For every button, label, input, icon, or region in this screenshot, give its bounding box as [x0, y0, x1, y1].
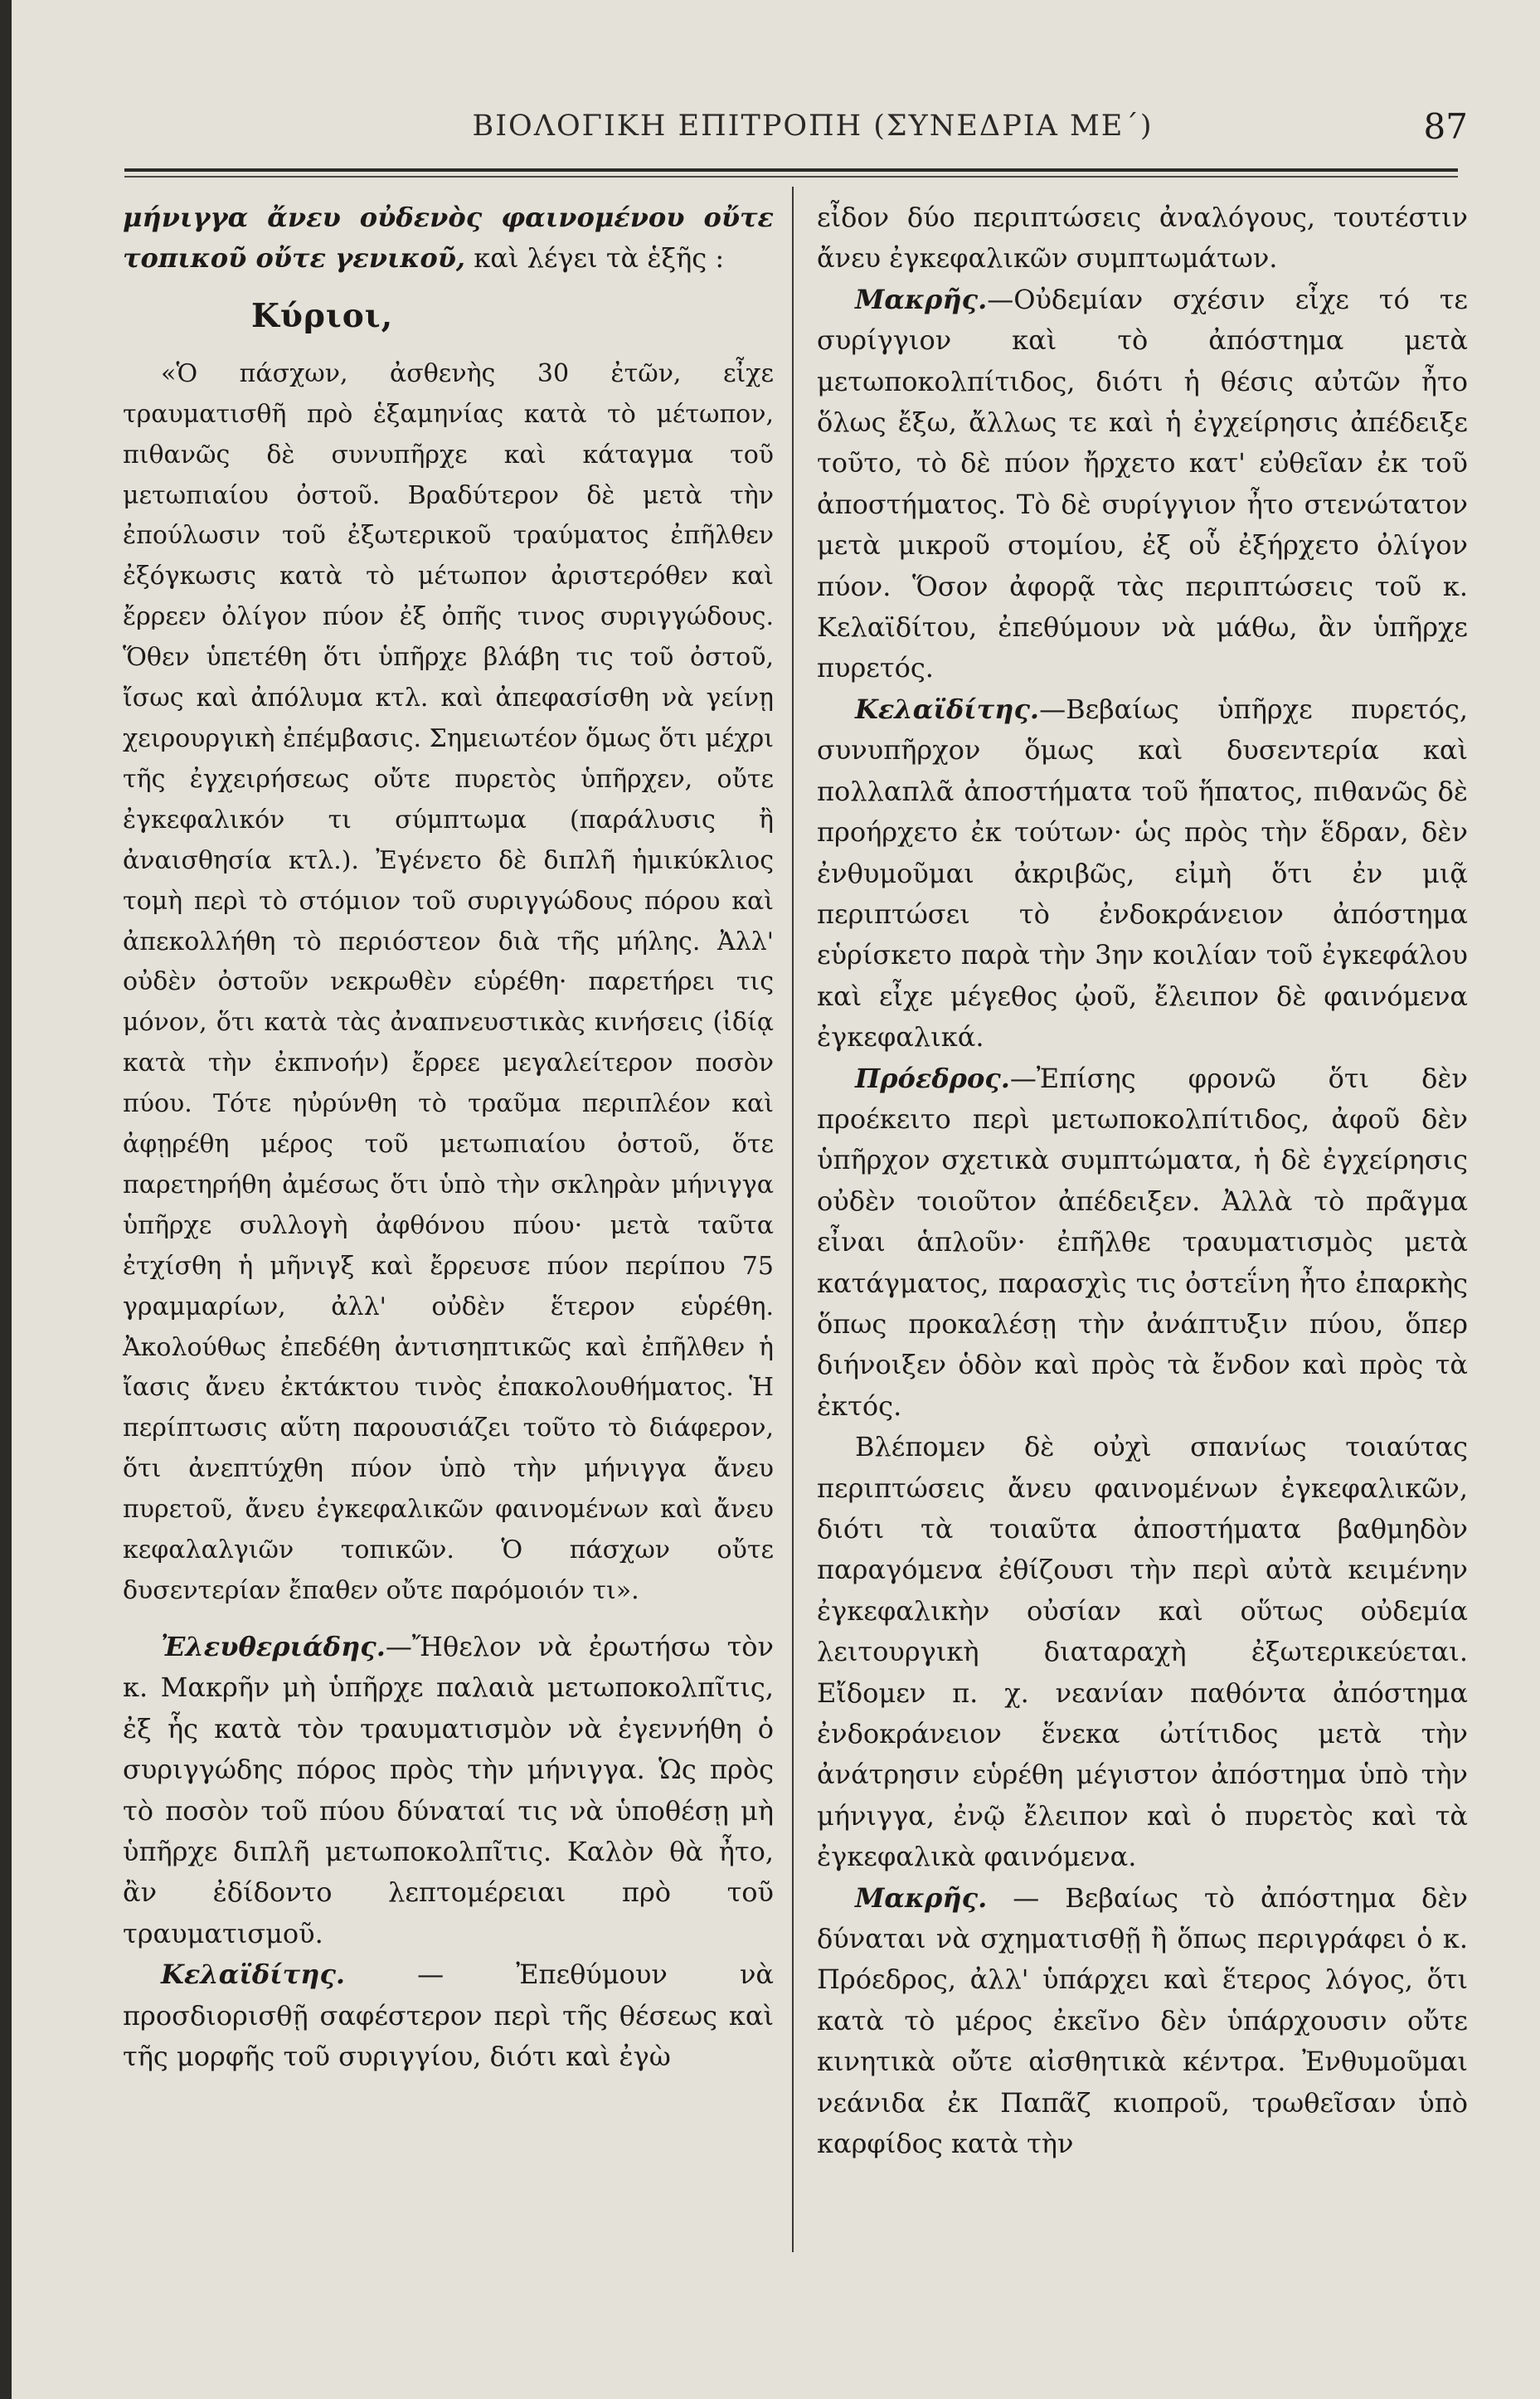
speech-text: —Ἐπίσης φρονῶ ὅτι δὲν προέκειτο περὶ μετωποκολπίτιδος, ἀφοῦ δὲν ὑπῆρχον σχετικὰ συμπτώματα, ἡ δὲ ἐγχείρησις οὐδὲν τοιοῦτον ἀπέδειξεν. Ἀλλὰ τὸ πρᾶγμα εἶναι ἁπλοῦν· ἐπῆλθε τραυματισμὸς μετὰ κατάγματος, παρασχὶς τις ὀστεΐνη ἦτο ἐπαρκὴς ὅπως προκαλέσῃ τὴν ἀνάπτυξιν πύου, ὅπερ διήνοιξεν ὁδὸν καὶ πρὸς τὰ ἔνδον καὶ πρὸς τὰ ἐκτός. — [817, 1062, 1468, 1422]
column-divider — [792, 187, 794, 2252]
intro-italic-text: μήνιγγα ἄνευ οὐδενὸς φαινομένου οὔτε τοπικοῦ οὔτε γενικοῦ, — [123, 202, 774, 275]
intro-rest-text: καὶ λέγει τὰ ἑξῆς : — [465, 242, 725, 275]
speech-eleftheriadis — [123, 1627, 774, 1954]
speech-president — [817, 1058, 1468, 1428]
left-column — [123, 197, 774, 2077]
speech-text: — Βεβαίως τὸ ἀπόστημα δὲν δύναται νὰ σχηματισθῇ ἢ ὅπως περιγράφει ὁ κ. Πρόεδρος, ἀλλ' ὑπάρχει καὶ ἕτερος λόγος, ὅτι κατὰ τὸ μέρος ἐκεῖνο δὲν ὑπάρχουσιν οὔτε κινητικὰ οὔτε αἰσθητικὰ κέντρα. Ἐνθυμοῦμαι νεάνιδα ἐκ Παπᾶζ κιοπροῦ, τρωθεῖσαν ὑπὸ καρφίδος κατὰ τὴν — [817, 1881, 1468, 2160]
continued-paragraph: εἶδον δύο περιπτώσεις ἀναλόγους, τουτέστιν ἄνευ ἐγκεφαλικῶν συμπτωμάτων. — [817, 202, 1468, 275]
speech-makris-reply — [817, 1878, 1468, 2165]
running-header: ΒΙΟΛΟΓΙΚΗ ΕΠΙΤΡΟΠΗ (ΣΥΝΕΔΡΙΑ ΜΕ΄) — [472, 109, 1154, 143]
page-number: 87 — [1423, 106, 1468, 147]
speech-kelaiditis — [123, 1954, 774, 2077]
speech-text: —Ἤθελον νὰ ἐρωτήσω τὸν κ. Μακρῆν μὴ ὑπῆρχε παλαιὰ μετωποκολπῖτις, ἐξ ἧς κατὰ τὸν τραυματισμὸν νὰ ἐγεννήθη ὁ συριγγώδης πόρος πρὸς τὴν μήνιγγα. Ὡς πρὸς τὸ ποσὸν τοῦ πύου δύναταί τις νὰ ὑποθέσῃ μὴ ὑπῆρχε διπλῆ μετωποκολπῖτις. Καλὸν θὰ ἦτο, ἂν ἐδίδοντο λεπτομέρειαι πρὸ τοῦ τραυματισμοῦ. — [123, 1630, 774, 1949]
speaker-name: Ἐλευθεριάδης. — [161, 1630, 386, 1662]
scan-edge-shadow — [0, 0, 12, 2399]
header-rule-thick — [124, 168, 1458, 172]
speech-president-continued: Βλέπομεν δὲ οὐχὶ σπανίως τοιαύτας περιπτώσεις ἄνευ φαινομένων ἐγκεφαλικῶν, διότι τὰ τοιαῦτα ἀποστήματα βαθμηδὸν παραγόμενα ἐθίζουσι τὴν περὶ αὐτὰ κειμένην ἐγκεφαλικὴν οὐσίαν καὶ οὕτως οὐδεμία λειτουργικὴ διαταραχὴ ἐξωτερικεύεται. Εἴδομεν π. χ. νεανίαν παθόντα ἀπόστημα ἐνδοκράνειον ἕνεκα ὠτίτιδος μετὰ τὴν ἀνάτρησιν εὑρέθη μέγιστον ἀπόστημα ὑπὸ τὴν μήνιγγα, ἐνῷ ἔλειπον καὶ ὁ πυρετὸς καὶ τὰ ἐγκεφαλικὰ φαινόμενα. — [817, 1431, 1468, 1873]
speaker-name: Μακρῆς. — [855, 1881, 988, 1914]
speech-text: —Οὐδεμίαν σχέσιν εἶχε τό τε συρίγγιον καὶ τὸ ἀπόστημα μετὰ μετωποκολπίτιδος, διότι ἡ θέσις αὐτῶν ἦτο ὅλως ἔξω, ἄλλως τε καὶ ἡ ἐγχείρησις ἀπέδειξε τοῦτο, τὸ δὲ πύον ἤρχετο κατ' εὐθεῖαν ἐκ τοῦ ἀποστήματος. Τὸ δὲ συρίγγιον ἦτο στενώτατον μετὰ μικροῦ στομίου, ἐξ οὗ ἐξήρχετο ὀλίγον πύον. Ὅσον ἀφορᾷ τὰς περιπτώσεις τοῦ κ. Κελαϊδίτου, ἐπεθύμουν νὰ μάθω, ἂν ὑπῆρχε πυρετός. — [817, 283, 1468, 684]
speech-makris — [817, 280, 1468, 689]
speaker-name: Μακρῆς. — [855, 283, 988, 315]
intro-paragraph — [123, 197, 774, 280]
greeting-heading: Κύριοι, — [251, 296, 394, 335]
speaker-name: Κελαϊδίτης. — [855, 693, 1040, 725]
speech-text: —Βεβαίως ὑπῆρχε πυρετός, συνυπῆρχον ὅμως καὶ δυσεντερία καὶ πολλαπλᾶ ἀποστήματα τοῦ ἥπατος, πιθανῶς δὲ προήρχετο ἐκ τούτων· ὡς πρὸς τὴν ἕδραν, δὲν ἐνθυμοῦμαι ἀκριβῶς, εἰμὴ ὅτι ἐν μιᾷ περιπτώσει τὸ ἐνδοκράνειον ἀπόστημα εὑρίσκετο παρὰ τὴν 3ην κοιλίαν τοῦ ἐγκεφάλου καὶ εἶχε μέγεθος ᾠοῦ, ἔλειπον δὲ φαινόμενα ἐγκεφαλικά. — [817, 693, 1468, 1054]
speaker-name: Κελαϊδίτης. — [161, 1959, 346, 1991]
right-column — [817, 197, 1468, 2165]
case-report-quote: «Ὁ πάσχων, ἀσθενὴς 30 ἐτῶν, εἶχε τραυματισθῆ πρὸ ἑξαμηνίας κατὰ τὸ μέτωπον, πιθανῶς δὲ συνυπῆρχε καὶ κάταγμα τοῦ μετωπιαίου ὀστοῦ. Βραδύτερον δὲ μετὰ τὴν ἐπούλωσιν τοῦ ἐξωτερικοῦ τραύματος ἐπῆλθεν ἐξόγκωσις κατὰ τὸ μέτωπον ἀριστερόθεν καὶ ἔρρεεν ὀλίγον πύον ἐξ ὀπῆς τινος συριγγώδους. Ὅθεν ὑπετέθη ὅτι ὑπῆρχε βλάβη τις τοῦ ὀστοῦ, ἴσως καὶ ἀπόλυμα κτλ. καὶ ἀπεφασίσθη νὰ γείνῃ χειρουργικὴ ἐπέμβασις. Σημειωτέον ὅμως ὅτι μέχρι τῆς ἐγχειρήσεως οὔτε πυρετὸς ὑπῆρχεν, οὔτε ἐγκεφαλικόν τι σύμπτωμα (παράλυσις ἢ ἀναισθησία κτλ.). Ἐγένετο δὲ διπλῆ ἡμικύκλιος τομὴ περὶ τὸ στόμιον τοῦ συριγγώδους πόρου καὶ ἀπεκολλήθη τὸ περιόστεον διὰ τῆς μήλης. Ἀλλ' οὐδὲν ὀστοῦν νεκρωθὲν εὑρέθη· παρετήρει τις μόνον, ὅτι κατὰ τὰς ἀναπνευστικὰς κινήσεις (ἰδίᾳ κατὰ τὴν ἐκπνοήν) ἔρρεε μεγαλείτερον ποσὸν πύου. Τότε ηὐρύνθη τὸ τραῦμα περιπλέον καὶ ἀφῃρέθη μέρος τοῦ μετωπιαίου ὀστοῦ, ὅτε παρετηρήθη ἀμέσως ὅτι ὑπὸ τὴν σκληρὰν μήνιγγα ὑπῆρχε συλλογὴ ἀφθόνου πύου· μετὰ ταῦτα ἐτχίσθη ἡ μῆνιγξ καὶ ἔρρευσε πύον περίπου 75 γραμμαρίων, ἀλλ' οὐδὲν ἕτερον εὑρέθη. Ἀκολούθως ἐπεδέθη ἀντισηπτικῶς καὶ ἐπῆλθεν ἡ ἴασις ἄνευ ἐκτάκτου τινὸς ἐπακολουθήματος. Ἡ περίπτωσις αὕτη παρουσιάζει τοῦτο τὸ διάφερον, ὅτι ἀνεπτύχθη πύον ὑπὸ τὴν μήνιγγα ἄνευ πυρετοῦ, ἄνευ ἐγκεφαλικῶν φαινομένων καὶ ἄνευ κεφαλαλγιῶν τοπικῶν. Ὁ πάσχων οὔτε δυσεντερίαν ἔπαθεν οὔτε παρόμοιόν τι». — [123, 358, 774, 1605]
speaker-name: Πρόεδρος. — [855, 1062, 1010, 1094]
speech-text: — Ἐπεθύμουν νὰ προσδιορισθῇ σαφέστερον περὶ τῆς θέσεως καὶ τῆς μορφῆς τοῦ συριγγίου, διότι καὶ ἐγὼ — [123, 1959, 774, 2072]
header-rule-thin — [124, 176, 1458, 178]
speech-kelaiditis — [817, 689, 1468, 1058]
